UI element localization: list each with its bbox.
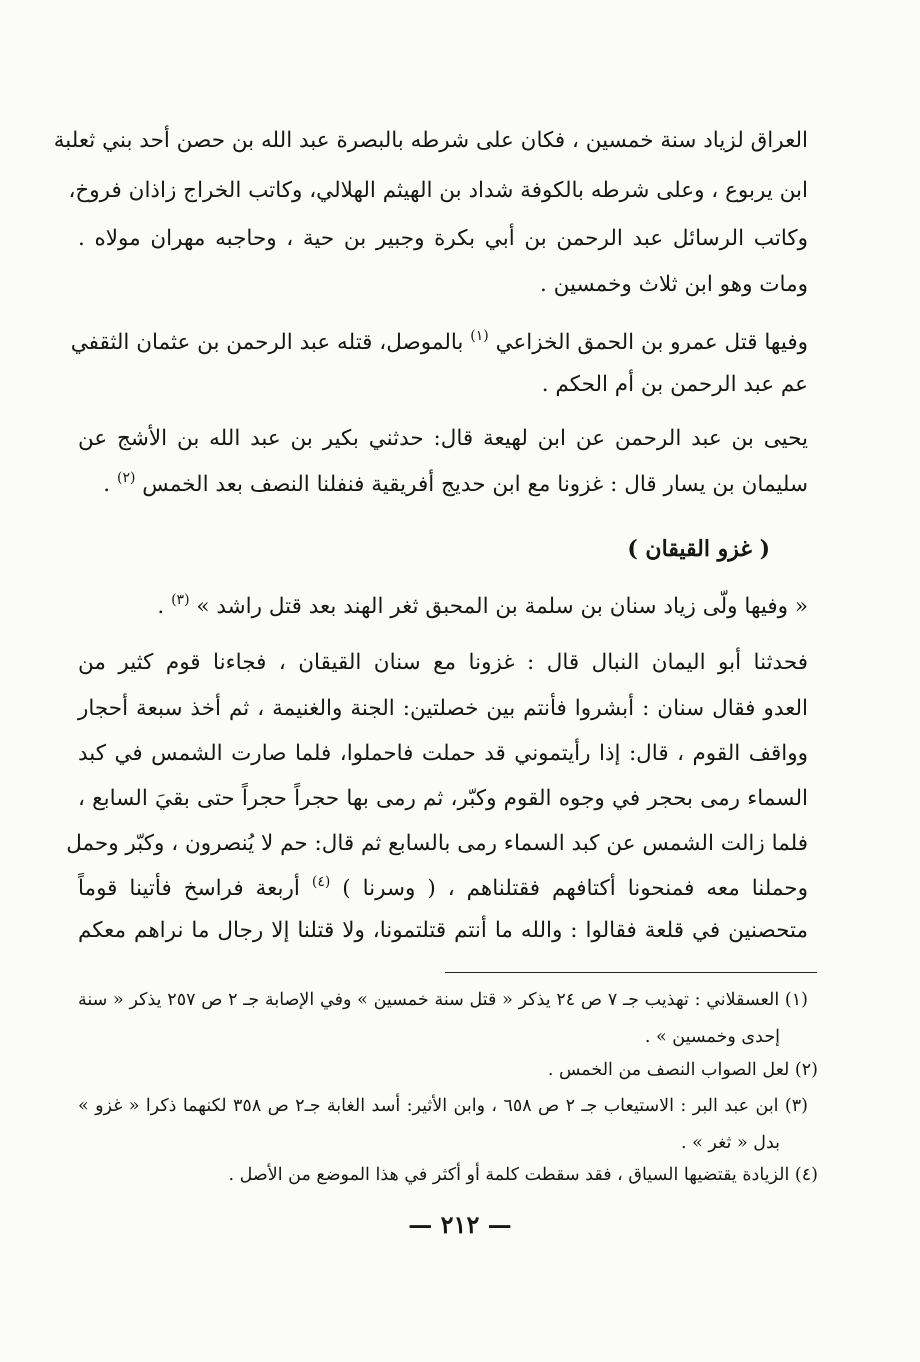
body-line: فلما زالت الشمس عن كبد السماء رمى بالسابع ثم قال: حم لا يُنصرون ، وكبّر وحمل <box>66 831 808 856</box>
body-line: العدو فقال سنان : أبشروا فأنتم بين خصلتين: الجنة والغنيمة ، ثم أخذ سبعة أحجار <box>78 696 808 721</box>
footnote-1-continued: إحدى وخمسين » . <box>644 1027 780 1047</box>
body-text: سليمان بن يسار قال : غزونا مع ابن حديج أفريقية فنفلنا النصف بعد الخمس <box>142 472 808 497</box>
body-line: السماء رمى بحجر في وجوه القوم وكبّر، ثم رمى بها حجراً حجراً حتى بقيَ السابع ، <box>78 786 808 811</box>
footnote-2: (٢) لعل الصواب النصف من الخمس . <box>547 1060 818 1080</box>
body-text: وفيها قتل عمرو بن الحمق الخزاعي <box>495 330 808 355</box>
body-text: . <box>103 472 111 497</box>
footnote-marker: (١) <box>470 328 489 344</box>
body-line: يحيى بن عبد الرحمن عن ابن لهيعة قال: حدثني بكير بن عبد الله بن الأشج عن <box>78 426 808 451</box>
footnote-marker: (٣) <box>171 592 190 608</box>
body-text: أربعة فراسخ فأتينا قوماً <box>78 876 300 901</box>
footnote-1: (١) العسقلاني : تهذيب جـ ٧ ص ٢٤ يذكر « قتل سنة خمسين » وفي الإصابة جـ ٢ ص ٢٥٧ يذكر « سنة <box>78 990 808 1010</box>
body-line <box>78 470 808 497</box>
body-text: وحملنا معه فمنحونا أكتافهم فقتلناهم ، ( وسرنا ) <box>342 876 808 901</box>
footnote-3-continued: بدل « ثغر » . <box>681 1133 780 1153</box>
body-line: العراق لزياد سنة خمسين ، فكان على شرطه بالبصرة عبد الله بن حصن أحد بني ثعلبة <box>53 128 808 153</box>
footnote-4: (٤) الزيادة يقتضيها السياق ، فقد سقطت كلمة أو أكثر في هذا الموضع من الأصل . <box>228 1165 818 1185</box>
section-heading: ( غزو القيقان ) <box>627 536 770 562</box>
footnote-marker: (٤) <box>311 874 331 890</box>
body-text: . <box>157 594 165 619</box>
body-line: ابن يربوع ، وعلى شرطه بالكوفة شداد بن الهيثم الهلالي، وكاتب الخراج زاذان فروخ، <box>68 178 808 203</box>
page-number: — ٢١٢ — <box>408 1210 512 1239</box>
footnote-3: (٣) ابن عبد البر : الاستيعاب جـ ٢ ص ٦٥٨ ، وابن الأثير: أسد الغابة جـ٢ ص ٣٥٨ لكنهما ذكرا « غزو » <box>78 1096 808 1116</box>
body-line <box>78 874 808 901</box>
body-line <box>157 592 808 619</box>
body-line: متحصنين في قلعة فقالوا : والله ما أنتم قتلتمونا، ولا قتلنا إلا رجال ما نراهم معكم <box>78 918 808 943</box>
body-text: بالموصل، قتله عبد الرحمن بن عثمان الثقفي <box>70 330 464 355</box>
body-line: ومات وهو ابن ثلاث وخمسين . <box>539 272 808 297</box>
body-line: وواقف القوم ، قال: إذا رأيتموني قد حملت فاحملوا، فلما صارت الشمس في كبد <box>78 741 808 766</box>
footnote-divider <box>445 972 817 973</box>
body-text: « وفيها ولّى زياد سنان بن سلمة بن المحبق ثغر الهند بعد قتل راشد » <box>196 594 808 619</box>
body-line: عم عبد الرحمن بن أم الحكم . <box>541 372 808 397</box>
body-line: فحدثنا أبو اليمان النبال قال : غزونا مع سنان القيقان ، فجاءنا قوم كثير من <box>78 650 808 675</box>
footnote-marker: (٢) <box>116 470 136 486</box>
body-line: وكاتب الرسائل عبد الرحمن بن أبي بكرة وجبير بن حية ، وحاجبه مهران مولاه . <box>78 226 808 251</box>
body-line <box>70 328 808 355</box>
